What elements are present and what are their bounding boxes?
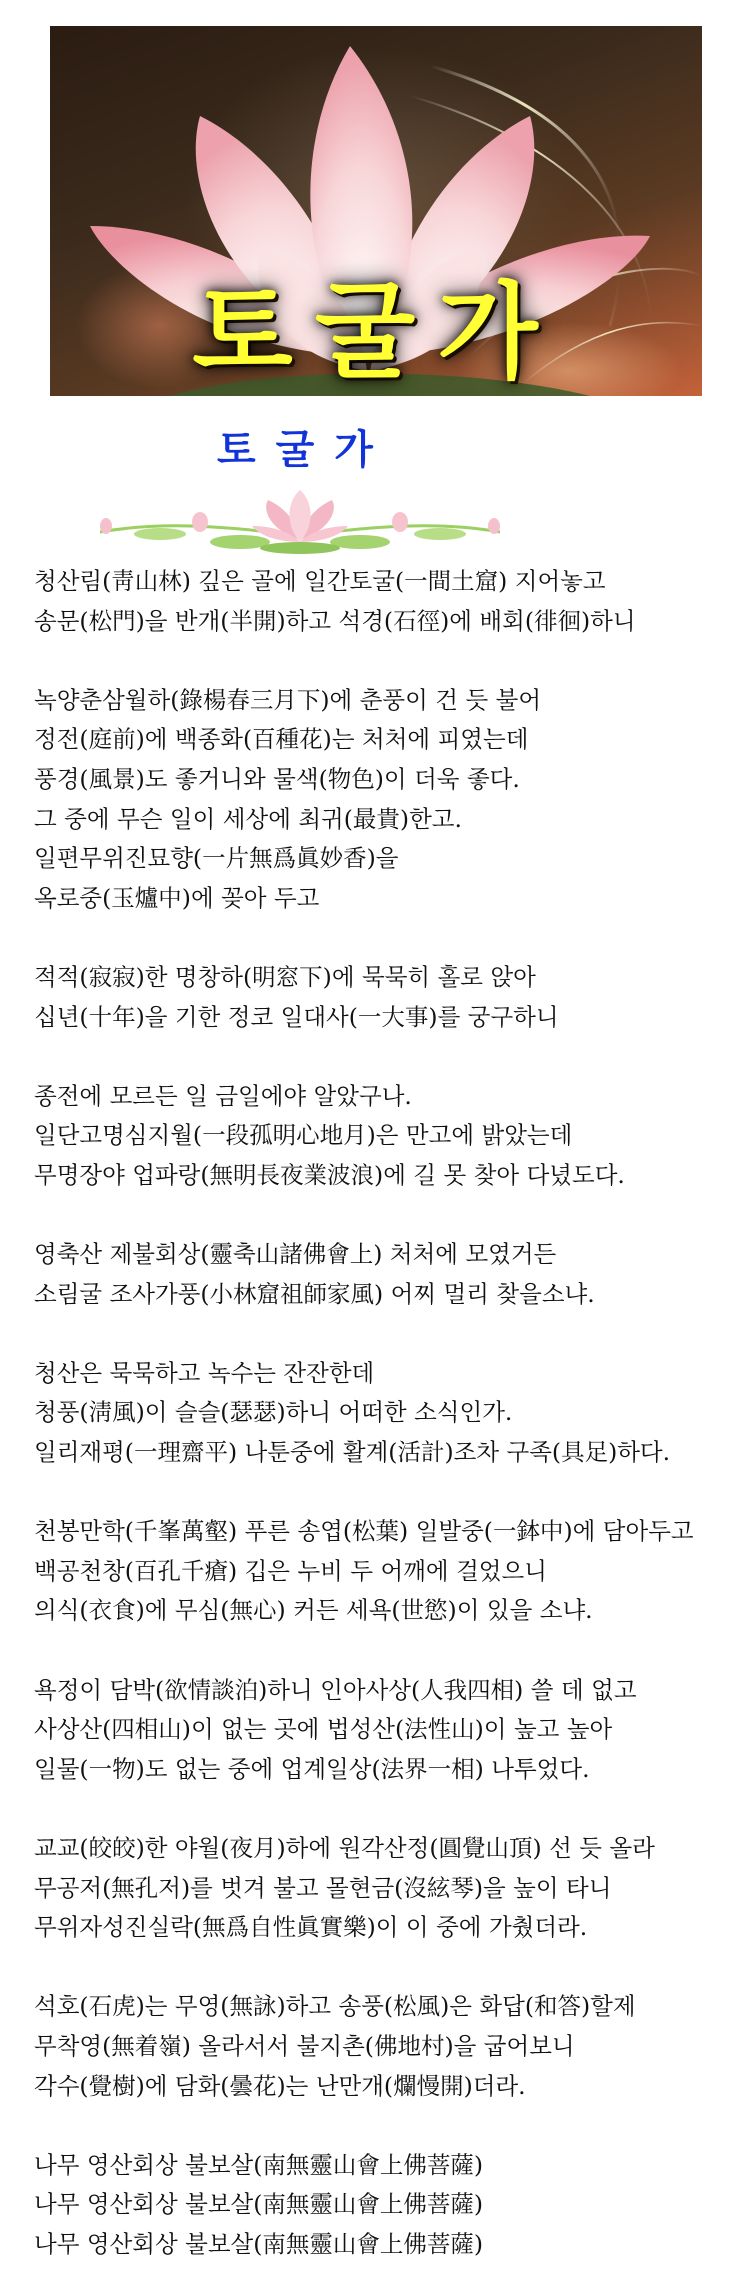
poem-line: 소림굴 조사가풍(小林窟祖師家風) 어찌 멀리 찾을소냐.: [34, 1279, 595, 1308]
poem-line: 무착영(無着嶺) 올라서서 불지촌(佛地村)을 굽어보니: [34, 2031, 575, 2060]
poem-line: 나무 영산회상 불보살(南無靈山會上佛菩薩): [34, 2150, 484, 2179]
poem-line: 그 중에 무슨 일이 세상에 최귀(最貴)한고.: [34, 804, 462, 833]
poem-line: 청산은 묵묵하고 녹수는 잔잔한데: [34, 1358, 375, 1387]
page-subtitle: 토굴가: [217, 426, 393, 473]
poem-body: [34, 562, 744, 2265]
poem-line: 사상산(四相山)이 없는 곳에 법성산(法性山)이 높고 높아: [34, 1715, 613, 1744]
poem-line: 일편무위진묘향(一片無爲眞妙香)을: [34, 844, 399, 873]
lotus-divider-icon: [90, 490, 510, 560]
poem-line: 무공저(無孔저)를 벗겨 불고 몰현금(沒絃琴)을 높이 타니: [34, 1873, 612, 1902]
poem-line: 나무 영산회상 불보살(南無靈山會上佛菩薩): [34, 2190, 484, 2219]
poem-line: 백공천창(百孔千瘡) 깁은 누비 두 어깨에 걸었으니: [34, 1556, 547, 1585]
poem-line: 청풍(淸風)이 슬슬(瑟瑟)하니 어떠한 소식인가.: [34, 1398, 513, 1427]
poem-line: 나무 영산회상 불보살(南無靈山會上佛菩薩): [34, 2229, 484, 2258]
poem-line: 십년(十年)을 기한 정코 일대사(一大事)를 궁구하니: [34, 1002, 559, 1031]
poem-stanza: [34, 2146, 744, 2265]
poem-stanza: [34, 1987, 744, 2106]
poem-line: 영축산 제불회상(靈축山諸佛會上) 처처에 모였거든: [34, 1240, 557, 1269]
poem-line: 일단고명심지월(一段孤明心地月)은 만고에 밝았는데: [34, 1121, 573, 1150]
poem-stanza: [34, 1235, 744, 1314]
poem-line: 무명장야 업파랑(無明長夜業波浪)에 길 못 찾아 다녔도다.: [34, 1160, 625, 1189]
poem-line: 일물(一物)도 없는 중에 업계일상(法界一相) 나투었다.: [34, 1754, 590, 1783]
poem-stanza: [34, 681, 744, 919]
banner-image: [50, 26, 702, 396]
poem-line: 욕정이 담박(欲情談泊)하니 인아사상(人我四相) 쓸 데 없고: [34, 1675, 637, 1704]
poem-stanza: [34, 562, 744, 641]
poem-line: 의식(衣食)에 무심(無心) 커든 세욕(世慾)이 있을 소냐.: [34, 1596, 593, 1625]
poem-stanza: [34, 1077, 744, 1196]
poem-line: 청산림(靑山林) 깊은 골에 일간토굴(一間土窟) 지어놓고: [34, 567, 606, 595]
poem-line: 풍경(風景)도 좋거니와 물색(物色)이 더욱 좋다.: [34, 764, 520, 793]
poem-line: 종전에 모르든 일 금일에야 알았구나.: [34, 1081, 412, 1110]
poem-stanza: [34, 1512, 744, 1631]
poem-line: 천봉만학(千峯萬壑) 푸른 송엽(松葉) 일발중(一鉢中)에 담아두고: [34, 1517, 694, 1546]
banner-title: 토굴가: [192, 271, 560, 393]
poem-line: 정전(庭前)에 백종화(百種花)는 처처에 피였는데: [34, 725, 529, 754]
poem-stanza: [34, 1354, 744, 1473]
poem-line: 녹양춘삼월하(錄楊春三月下)에 춘풍이 건 듯 불어: [34, 685, 542, 714]
poem-line: 석호(石虎)는 무영(無詠)하고 송풍(松風)은 화답(和答)할제: [34, 1992, 636, 2021]
poem-stanza: [34, 1829, 744, 1948]
poem-stanza: [34, 1671, 744, 1790]
poem-line: 적적(寂寂)한 명창하(明窓下)에 묵묵히 홀로 앉아: [34, 962, 536, 991]
poem-line: 옥로중(玉爐中)에 꽂아 두고: [34, 883, 320, 912]
poem-line: 교교(皎皎)한 야월(夜月)하에 원각산정(圓覺山頂) 선 듯 올라: [34, 1834, 655, 1862]
poem-line: 무위자성진실락(無爲自性眞實樂)이 이 중에 가췄더라.: [34, 1913, 588, 1942]
poem-line: 각수(覺樹)에 담화(曇花)는 난만개(爛慢開)더라.: [34, 2071, 526, 2100]
poem-line: 일리재평(一理齋平) 나툰중에 활계(活計)조차 구족(具足)하다.: [34, 1438, 671, 1467]
poem-stanza: [34, 958, 744, 1037]
poem-line: 송문(松門)을 반개(半開)하고 석경(石徑)에 배회(徘徊)하니: [34, 606, 636, 635]
